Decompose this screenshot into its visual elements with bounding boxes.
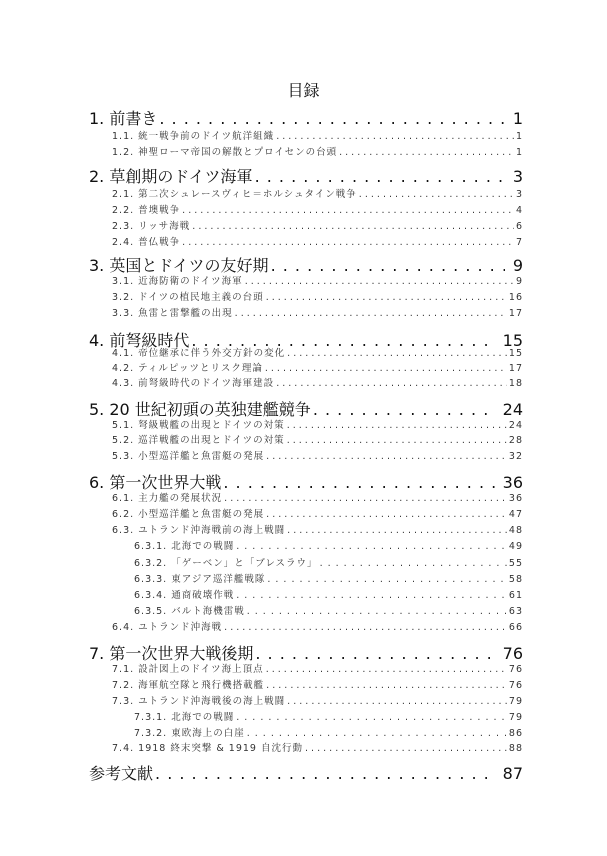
page-number: 32 <box>508 451 523 462</box>
page-number: 1 <box>515 131 523 142</box>
entry-label: 6.3.4. 通商破壊作戦 <box>134 590 235 601</box>
entry-label: 5.2. 巡洋戦艦の出現とドイツの対策 <box>112 435 285 446</box>
page-number: 79 <box>508 712 523 723</box>
toc-section-entry[interactable] <box>112 506 523 520</box>
dot-leader <box>247 728 507 739</box>
dot-leader <box>224 493 507 504</box>
dot-leader <box>287 420 507 431</box>
entry-label: 6.4. ユトランド沖海戦 <box>112 622 223 633</box>
page-number: 87 <box>502 764 523 783</box>
toc-chapter-entry[interactable] <box>89 470 523 490</box>
entry-label: 2.3. リッサ海戦 <box>112 221 191 232</box>
page-number: 9 <box>512 256 523 275</box>
page-number: 61 <box>508 590 523 601</box>
entry-label: 7.4. 1918 終末突撃 & 1919 自沈行動 <box>112 743 303 754</box>
page-number: 48 <box>508 525 523 536</box>
page-number: 86 <box>508 728 523 739</box>
toc-chapter-entry[interactable] <box>89 164 523 184</box>
toc-subsection-entry[interactable] <box>134 725 523 739</box>
entry-label: 6.2. 小型巡洋艦と魚雷艇の発展 <box>112 509 265 520</box>
toc-section-entry[interactable] <box>112 375 523 389</box>
dot-leader <box>287 348 507 359</box>
dot-leader <box>155 764 495 783</box>
page-number: 76 <box>502 644 523 663</box>
entry-label: 3.1. 近海防衛のドイツ海軍 <box>112 276 243 287</box>
entry-label: 3.2. ドイツの植民地主義の台頭 <box>112 292 264 303</box>
page-number: 55 <box>508 558 523 569</box>
page-number: 36 <box>508 493 523 504</box>
entry-label: 7.3.2. 東欧海上の白崖 <box>134 728 245 739</box>
entry-label: 7. 第一次世界大戦後期 <box>89 644 254 663</box>
page-number: 28 <box>508 435 523 446</box>
page-number: 1 <box>515 147 523 158</box>
dot-leader <box>305 743 507 754</box>
toc-section-entry[interactable] <box>112 417 523 431</box>
dot-leader <box>266 509 507 520</box>
page-number: 3 <box>515 189 523 200</box>
dot-leader <box>182 205 514 216</box>
dot-leader <box>287 525 507 536</box>
toc-section-entry[interactable] <box>112 693 523 707</box>
dot-leader <box>265 363 507 374</box>
entry-label: 6.3.2. 「ゲーベン」と「ブレスラウ」 <box>134 558 318 569</box>
dot-leader <box>224 622 507 633</box>
toc-section-entry[interactable] <box>112 432 523 446</box>
toc-section-entry[interactable] <box>112 677 523 691</box>
dot-leader <box>236 712 507 723</box>
dot-leader <box>236 590 507 601</box>
toc-section-entry[interactable] <box>112 218 523 232</box>
toc-section-entry[interactable] <box>112 128 523 142</box>
dot-leader <box>266 664 507 675</box>
page-number: 17 <box>508 363 523 374</box>
toc-title: 目録 <box>287 81 320 100</box>
toc-section-entry[interactable] <box>112 490 523 504</box>
page-number: 24 <box>502 400 523 419</box>
page-number: 76 <box>508 664 523 675</box>
page-number: 15 <box>508 348 523 359</box>
toc-section-entry[interactable] <box>112 273 523 287</box>
toc-section-entry[interactable] <box>112 144 523 158</box>
dot-leader <box>235 308 507 319</box>
dot-leader <box>267 574 507 585</box>
page-number: 63 <box>508 606 523 617</box>
entry-label: 6. 第一次世界大戦 <box>89 473 222 492</box>
toc-chapter-entry[interactable] <box>89 397 523 417</box>
entry-label: 6.3. ユトランド沖海戦前の海上戦闘 <box>112 525 286 536</box>
page-number: 6 <box>515 221 523 232</box>
toc-chapter-entry[interactable] <box>89 641 523 661</box>
entry-label: 2.1. 第二次シュレースヴィヒ＝ホルシュタイン戦争 <box>112 189 357 200</box>
page-number: 36 <box>502 473 523 492</box>
toc-section-entry[interactable] <box>112 619 523 633</box>
entry-label: 参考文献 <box>89 764 154 783</box>
entry-label: 3.3. 魚雷と雷撃艦の出現 <box>112 308 233 319</box>
entry-label: 5.3. 小型巡洋艦と魚雷艇の発展 <box>112 451 265 462</box>
dot-leader <box>339 147 514 158</box>
dot-leader <box>159 109 504 128</box>
dot-leader <box>287 435 507 446</box>
dot-leader <box>236 541 507 552</box>
page-number: 79 <box>508 696 523 707</box>
toc-section-entry[interactable] <box>112 289 523 303</box>
toc-subsection-entry[interactable] <box>134 603 523 617</box>
page-number: 1 <box>512 109 523 128</box>
toc-chapter-entry[interactable] <box>89 761 523 781</box>
entry-label: 2.2. 普墺戦争 <box>112 205 181 216</box>
dot-leader <box>320 558 507 569</box>
page-number: 88 <box>508 743 523 754</box>
dot-leader <box>182 237 514 248</box>
dot-leader <box>245 276 514 287</box>
entry-label: 6.3.1. 北海での戦闘 <box>134 541 235 552</box>
toc-subsection-entry[interactable] <box>134 555 523 569</box>
toc-subsection-entry[interactable] <box>134 587 523 601</box>
entry-label: 7.2. 海軍航空隊と飛行機搭載艦 <box>112 680 265 691</box>
entry-label: 1.1. 統一戦争前のドイツ航洋組織 <box>112 131 275 142</box>
page-number: 18 <box>508 378 523 389</box>
page-number: 9 <box>515 276 523 287</box>
page-number: 17 <box>508 308 523 319</box>
dot-leader <box>276 378 507 389</box>
toc-chapter-entry[interactable] <box>89 106 523 126</box>
toc-section-entry[interactable] <box>112 522 523 536</box>
dot-leader <box>276 131 514 142</box>
dot-leader <box>266 292 507 303</box>
entry-label: 7.3.1. 北海での戦闘 <box>134 712 235 723</box>
toc-section-entry[interactable] <box>112 661 523 675</box>
toc-section-entry[interactable] <box>112 234 523 248</box>
entry-label: 7.1. 設計図上のドイツ海上頂点 <box>112 664 264 675</box>
toc-chapter-entry[interactable] <box>89 253 523 273</box>
page-number: 49 <box>508 541 523 552</box>
page-number: 66 <box>508 622 523 633</box>
dot-leader <box>359 189 514 200</box>
page-number: 4 <box>515 205 523 216</box>
page-number: 3 <box>512 167 523 186</box>
entry-label: 5.1. 弩級戦艦の出現とドイツの対策 <box>112 420 285 431</box>
toc-section-entry[interactable] <box>112 186 523 200</box>
entry-label: 4.3. 前弩級時代のドイツ海軍建設 <box>112 378 275 389</box>
entry-label: 2.4. 普仏戦争 <box>112 237 181 248</box>
toc-section-entry[interactable] <box>112 345 523 359</box>
entry-label: 7.3. ユトランド沖海戦後の海上戦闘 <box>112 696 286 707</box>
page-number: 76 <box>508 680 523 691</box>
dot-leader <box>192 221 514 232</box>
toc-section-entry[interactable] <box>112 202 523 216</box>
entry-label: 2. 草創期のドイツ海軍 <box>89 167 253 186</box>
dot-leader <box>287 696 507 707</box>
toc-section-entry[interactable] <box>112 740 523 754</box>
toc-subsection-entry[interactable] <box>134 709 523 723</box>
page-number: 15 <box>502 331 523 350</box>
entry-label: 4.1. 帝位継承に伴う外交方針の変化 <box>112 348 286 359</box>
page-number: 58 <box>508 574 523 585</box>
toc-section-entry[interactable] <box>112 448 523 462</box>
page-number: 47 <box>508 509 523 520</box>
entry-label: 4.2. ティルピッツとリスク理論 <box>112 363 263 374</box>
entry-label: 5. 20 世紀初頭の英独建艦競争 <box>89 400 311 419</box>
page-number: 16 <box>508 292 523 303</box>
toc-subsection-entry[interactable] <box>134 571 523 585</box>
entry-label: 4. 前弩級時代 <box>89 331 190 350</box>
page-number: 7 <box>515 237 523 248</box>
dot-leader <box>266 451 507 462</box>
dot-leader <box>266 680 507 691</box>
page-number: 24 <box>508 420 523 431</box>
entry-label: 6.3.5. バルト海機雷戦 <box>134 606 245 617</box>
dot-leader <box>255 167 505 186</box>
entry-label: 1.2. 神聖ローマ帝国の解散とプロイセンの台頭 <box>112 147 338 158</box>
toc-subsection-entry[interactable] <box>134 538 523 552</box>
dot-leader <box>247 606 507 617</box>
entry-label: 6.3.3. 東アジア巡洋艦戦隊 <box>134 574 266 585</box>
entry-label: 3. 英国とドイツの友好期 <box>89 256 269 275</box>
entry-label: 6.1. 主力艦の発展状況 <box>112 493 223 504</box>
toc-section-entry[interactable] <box>112 360 523 374</box>
toc-section-entry[interactable] <box>112 305 523 319</box>
entry-label: 1. 前書き <box>89 109 158 128</box>
